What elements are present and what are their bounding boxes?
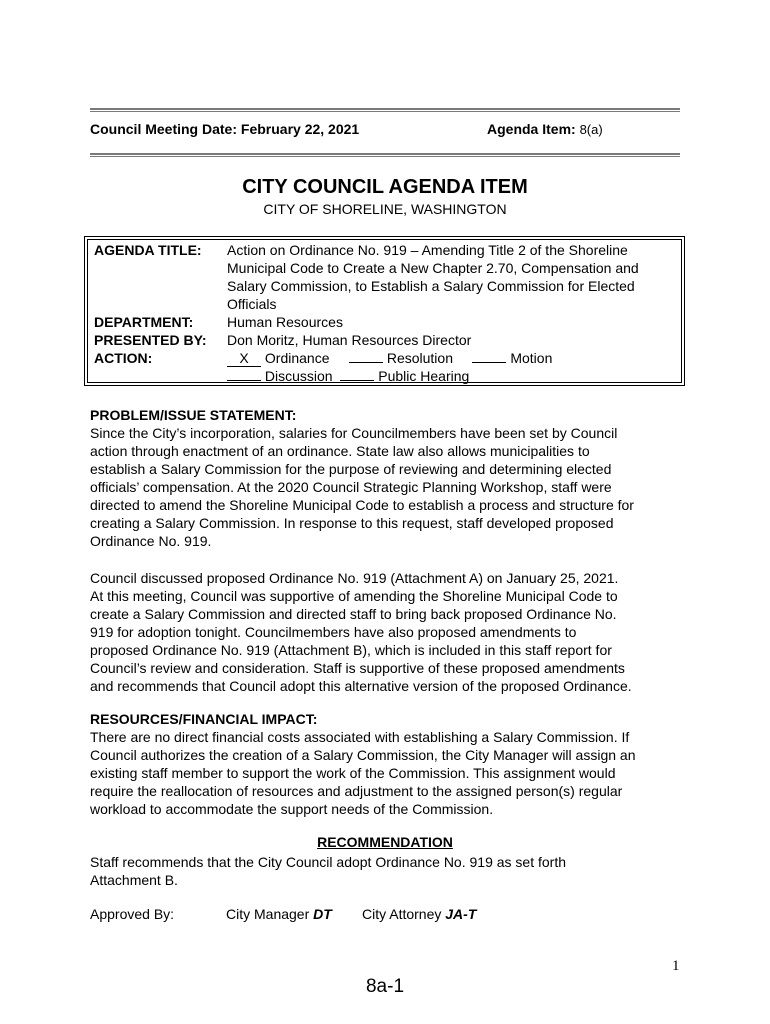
agenda-title-label: AGENDA TITLE: [94,242,202,258]
header-top-rule [90,108,680,112]
header-bottom-rule [90,153,680,157]
recommendation-heading: RECOMMENDATION [317,834,453,850]
city-attorney-initials: JA-T [445,906,477,922]
presented-by-label: PRESENTED BY: [94,332,207,348]
discussion-checkbox [227,380,261,381]
resolution-option: Resolution [386,350,453,366]
city-manager-initials: DT [313,906,332,922]
resolution-checkbox [349,362,383,363]
action-row-2 [227,367,469,385]
action-label: ACTION: [94,350,153,366]
department-value: Human Resources [227,314,343,330]
resources-heading: RESOURCES/FINANCIAL IMPACT: [90,711,318,727]
agenda-info-box-inner [87,239,682,383]
ordinance-checkbox: X [227,351,261,367]
page-label: 8a-1 [365,976,405,997]
city-attorney-label: City Attorney [362,906,442,922]
city-attorney-approval [362,906,476,922]
problem-paragraph-1: Since the City’s incorporation, salaries for Councilmembers have been set by Council action through enactment of an ordinance. State law also allows municipalities to establish a Salary Commission for the purpose of reviewing and determining elected officials’ compensation. At the 2020 Council Strategic Planning Workshop, staff were directed to amend the Shoreline Municipal Code to establish a process and structure for creating a Salary Commission. In response to this request, staff developed proposed Ordinance No. 919. [90,425,634,549]
approved-by-label: Approved By: [90,906,175,922]
department-label: DEPARTMENT: [94,314,194,330]
document-title: CITY COUNCIL AGENDA ITEM [242,176,528,198]
ordinance-option: Ordinance [264,350,330,366]
agenda-title-value: Action on Ordinance No. 919 – Amending Title 2 of the Shoreline Municipal Code to Create a New Chapter 2.70, Compensation and Salary Commission, to Establish a Salary Commission for Elected Officials [227,242,639,312]
motion-checkbox [472,362,506,363]
agenda-item [487,121,603,137]
city-manager-label: City Manager [226,906,310,922]
agenda-item-label: Agenda Item: [487,121,576,137]
meeting-date: Council Meeting Date: February 22, 2021 [90,121,360,137]
document-subtitle: CITY OF SHORELINE, WASHINGTON [263,201,507,217]
action-row-1 [227,349,552,367]
presented-by-value: Don Moritz, Human Resources Director [227,332,472,348]
city-manager-approval [226,906,332,922]
problem-heading: PROBLEM/ISSUE STATEMENT: [90,407,297,423]
resources-paragraph: There are no direct financial costs associated with establishing a Salary Commission. If Council authorizes the creation of a Salary Commission, the City Manager will assign an existing staff member to support the work of the Commission. This assignment would require the reallocation of resources and adjustment to the assigned person(s) regular workload to accommodate the support needs of the Commission. [90,729,636,817]
problem-paragraph-2: Council discussed proposed Ordinance No. 919 (Attachment A) on January 25, 2021. At this meeting, Council was supportive of amending the Shoreline Municipal Code to create a Salary Commission and directed staff to bring back proposed Ordinance No. 919 for adoption tonight. Councilmembers have also proposed amendments to proposed Ordinance No. 919 (Attachment B), which is included in this staff report for Council’s review and consideration. Staff is supportive of these proposed amendments and recommends that Council adopt this alternative version of the proposed Ordinance. [90,570,632,694]
page-number: 1 [672,958,680,974]
motion-option: Motion [510,350,553,366]
public-hearing-option: Public Hearing [378,368,470,384]
agenda-item-value: 8(a) [579,122,603,137]
discussion-option: Discussion [264,368,333,384]
recommendation-paragraph: Staff recommends that the City Council adopt Ordinance No. 919 as set forth Attachment B. [90,854,566,888]
agenda-info-box [84,236,685,386]
public-hearing-checkbox [340,380,374,381]
